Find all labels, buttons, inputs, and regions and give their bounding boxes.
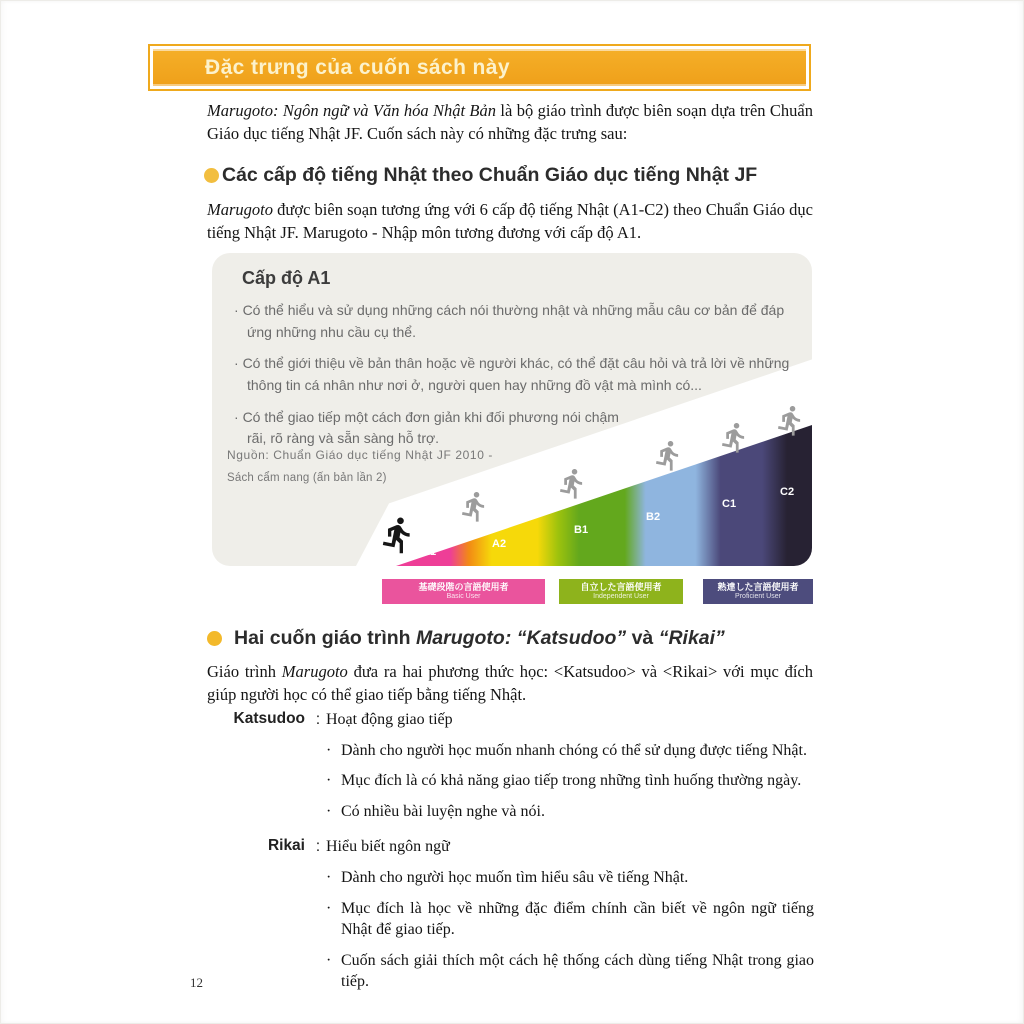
source-note xyxy=(227,444,493,490)
methods-list xyxy=(222,709,814,1002)
method-bullet-item: · Có nhiều bài luyện nghe và nói. xyxy=(326,801,814,823)
legend-en-label: Proficient User xyxy=(735,592,781,600)
banner-fill xyxy=(153,49,806,86)
level-band-label: A1 xyxy=(422,546,437,558)
section1-paragraph xyxy=(207,198,813,245)
runner-icon xyxy=(378,515,418,555)
method-name: Katsudoo xyxy=(233,710,305,727)
section2-title-italic: Marugoto: “Katsudoo” xyxy=(416,627,627,649)
method-bullet-row xyxy=(222,867,814,889)
method-bullet-row xyxy=(222,801,814,823)
legend-jp-label: 自立した言語使用者 xyxy=(580,582,662,593)
level-bullet-text: Có thể giới thiệu về bản thân hoặc về người khác, có thể đặt câu hỏi và trả lời về những thông tin cá nhân như nơi ở, người quen hay những đồ vật mà mình có... xyxy=(242,355,790,394)
section2-title-text: và xyxy=(626,627,659,649)
level-bullet-item xyxy=(234,353,798,396)
level-band-label: C1 xyxy=(722,498,737,510)
level-description-list xyxy=(234,300,798,460)
method-bullet-item: · Dành cho người học muốn tìm hiểu sâu về tiếng Nhật. xyxy=(326,867,814,889)
runner-icon xyxy=(718,421,751,454)
panel-title: Cấp độ A1 xyxy=(242,268,331,288)
section2-title-italic: “Rikai” xyxy=(658,627,725,649)
bullet-dot: · xyxy=(326,802,332,820)
section1-text: được biên soạn tương ứng với 6 cấp độ tiếng Nhật (A1-C2) theo Chuẩn Giáo dục tiếng Nhật JF. Marugoto - Nhập môn tương đương với cấp độ A1. xyxy=(207,200,813,243)
method-name: Rikai xyxy=(267,837,305,855)
bullet-dot: · xyxy=(234,355,239,372)
bullet-dot: · xyxy=(326,951,332,969)
legend-bar-independent-user xyxy=(559,579,683,604)
legend-en-label: Basic User xyxy=(446,592,481,600)
level-a1-panel xyxy=(212,253,812,566)
section1-heading xyxy=(204,164,757,187)
page-number: 12 xyxy=(190,975,203,990)
level-bullet-text: Có thể giao tiếp một cách đơn giản khi đối phương nói chậm rãi, rõ ràng và sẵn sàng hỗ trợ. xyxy=(242,408,619,447)
bullet-dot: · xyxy=(326,772,332,790)
level-bullet-item xyxy=(234,300,798,343)
banner-title: Đặc trưng của cuốn sách này xyxy=(205,55,510,79)
method-desc: Hoạt động giao tiếp xyxy=(326,711,453,728)
legend-bar-proficient-user xyxy=(703,579,813,604)
runner-icon xyxy=(458,490,491,523)
method-desc: Hiểu biết ngôn ngữ xyxy=(326,838,450,856)
method-bullet-item: · Dành cho người học muốn nhanh chóng có thể sử dụng được tiếng Nhật. xyxy=(326,740,814,762)
method-bullet-item: · Mục đích là học về những đặc điểm chính cần biết về ngôn ngữ tiếng Nhật để giao tiếp. xyxy=(326,898,814,941)
section2-heading xyxy=(207,627,725,650)
source-line2: Sách cẩm nang (ấn bản lần 2) xyxy=(227,472,387,485)
section-bullet-icon xyxy=(204,168,219,183)
method-header-row xyxy=(222,836,814,858)
chapter-banner xyxy=(148,44,811,91)
section2-title xyxy=(234,627,725,650)
source-line1: Nguồn: Chuẩn Giáo dục tiếng Nhật JF 2010 - xyxy=(227,448,494,462)
method-bullet-row xyxy=(222,898,814,941)
level-band-label: C2 xyxy=(780,486,795,498)
method-bullet-row xyxy=(222,950,814,993)
bullet-dot: · xyxy=(234,408,239,425)
intro-paragraph xyxy=(207,99,813,146)
level-band-label: B1 xyxy=(574,524,589,536)
method-colon: : xyxy=(315,838,321,856)
bullet-dot: · xyxy=(326,741,332,759)
bullet-dot: · xyxy=(326,868,332,886)
level-band-label: B2 xyxy=(646,511,661,523)
intro-text: là bộ giáo trình được biên soạn dựa trên Chuẩn Giáo dục tiếng Nhật JF. Cuốn sách này có những đặc trưng sau: xyxy=(207,101,814,144)
method-bullet-row xyxy=(222,740,814,762)
level-band-label: A2 xyxy=(492,538,507,550)
bullet-dot: · xyxy=(234,302,239,318)
section2-paragraph xyxy=(207,660,813,707)
bullet-dot: · xyxy=(326,899,332,917)
method-bullet-item: · Cuốn sách giải thích một cách hệ thống cách dùng tiếng Nhật trong giao tiếp. xyxy=(326,950,814,993)
marugoto-italic: Marugoto xyxy=(281,662,348,681)
legend-jp-label: 基礎段階の言語使用者 xyxy=(418,582,509,593)
runner-icon xyxy=(556,467,589,500)
level-bullet-text: Có thể hiểu và sử dụng những cách nói thường nhật và những mẫu câu cơ bản để đáp ứng những nhu cầu cụ thể. xyxy=(242,302,785,340)
runner-icon xyxy=(774,404,807,437)
method-header-row xyxy=(222,709,814,731)
method-colon: : xyxy=(315,711,321,728)
method-bullet-row xyxy=(222,770,814,792)
section2-title-text: Hai cuốn giáo trình xyxy=(234,627,417,649)
legend-jp-label: 熟達した言語使用者 xyxy=(717,582,799,593)
legend-en-label: Independent User xyxy=(593,592,649,600)
runner-icon xyxy=(652,439,685,472)
section-bullet-icon xyxy=(207,631,222,646)
section2-text: đưa ra hai phương thức học: <Katsudoo> và <Rikai> với mục đích giúp người học có thể giao tiếp bằng tiếng Nhật. xyxy=(207,662,813,705)
book-title-italic: Marugoto: Ngôn ngữ và Văn hóa Nhật Bản xyxy=(207,101,497,120)
legend-bar-basic-user xyxy=(382,579,545,604)
section2-text: Giáo trình xyxy=(207,662,282,681)
section1-title: Các cấp độ tiếng Nhật theo Chuẩn Giáo dục tiếng Nhật JF xyxy=(222,164,758,186)
method-bullet-item: · Mục đích là có khả năng giao tiếp trong những tình huống thường ngày. xyxy=(326,770,814,792)
marugoto-italic: Marugoto xyxy=(207,200,273,219)
